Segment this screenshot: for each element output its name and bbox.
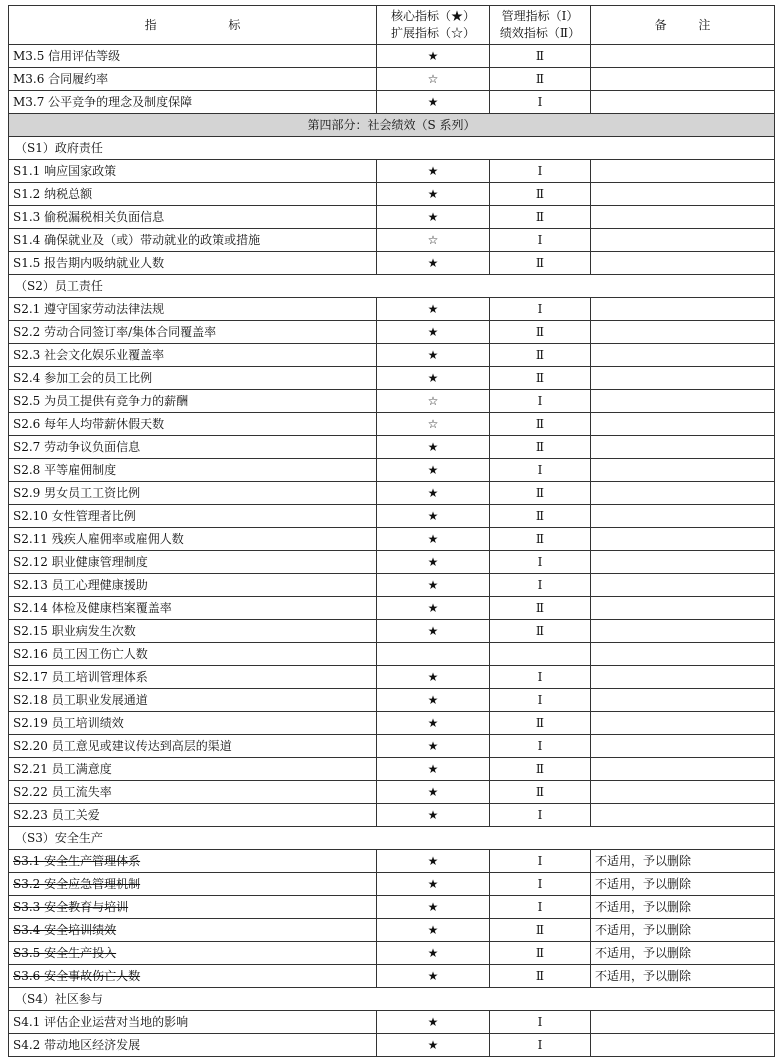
- management-performance-cell: Ⅱ: [490, 252, 591, 275]
- management-performance-cell: Ⅰ: [490, 390, 591, 413]
- table-row: [9, 735, 775, 758]
- core-extended-cell: ★: [377, 919, 490, 942]
- management-performance-cell: Ⅰ: [490, 850, 591, 873]
- table-row: [9, 436, 775, 459]
- indicator-name-cell: S3.5 安全生产投入: [9, 942, 377, 965]
- note-cell: [591, 413, 775, 436]
- header-indicator: 指 标: [9, 6, 377, 45]
- core-extended-cell: ★: [377, 942, 490, 965]
- table-row: [9, 482, 775, 505]
- core-extended-cell: ★: [377, 735, 490, 758]
- indicator-name-cell: S2.6 每年人均带薪休假天数: [9, 413, 377, 436]
- core-extended-cell: ★: [377, 850, 490, 873]
- note-cell: [591, 712, 775, 735]
- table-row: [9, 551, 775, 574]
- table-row: [9, 45, 775, 68]
- header-note: 备 注: [591, 6, 775, 45]
- table-row: [9, 390, 775, 413]
- indicator-name-cell: S1.3 偷税漏税相关负面信息: [9, 206, 377, 229]
- note-cell: 不适用，予以删除: [591, 873, 775, 896]
- table-row: [9, 689, 775, 712]
- management-performance-cell: Ⅰ: [490, 91, 591, 114]
- management-performance-cell: Ⅰ: [490, 229, 591, 252]
- core-extended-cell: ★: [377, 505, 490, 528]
- core-extended-cell: ★: [377, 1034, 490, 1057]
- core-extended-cell: ★: [377, 597, 490, 620]
- table-row: [9, 252, 775, 275]
- indicator-name-cell: S2.13 员工心理健康援助: [9, 574, 377, 597]
- management-performance-cell: Ⅰ: [490, 666, 591, 689]
- group-header-row: [9, 137, 775, 160]
- group-title: （S4）社区参与: [9, 988, 775, 1011]
- table-row: [9, 620, 775, 643]
- management-performance-cell: Ⅱ: [490, 482, 591, 505]
- note-cell: [591, 298, 775, 321]
- header-management-performance: [490, 6, 591, 45]
- management-performance-cell: Ⅱ: [490, 413, 591, 436]
- core-extended-cell: ★: [377, 482, 490, 505]
- header-core-line1: 核心指标（★）: [390, 9, 475, 23]
- core-extended-cell: ★: [377, 252, 490, 275]
- table-row: [9, 758, 775, 781]
- table-row: [9, 206, 775, 229]
- note-cell: 不适用，予以删除: [591, 919, 775, 942]
- note-cell: 不适用，予以删除: [591, 896, 775, 919]
- core-extended-cell: ★: [377, 896, 490, 919]
- table-row: [9, 850, 775, 873]
- table-row: [9, 942, 775, 965]
- indicator-name-cell: S2.17 员工培训管理体系: [9, 666, 377, 689]
- note-cell: [591, 505, 775, 528]
- core-extended-cell: ★: [377, 620, 490, 643]
- core-extended-cell: ☆: [377, 413, 490, 436]
- indicator-name-cell: S2.4 参加工会的员工比例: [9, 367, 377, 390]
- table-row: [9, 229, 775, 252]
- indicator-name-cell: S3.2 安全应急管理机制: [9, 873, 377, 896]
- table-row: [9, 68, 775, 91]
- management-performance-cell: Ⅰ: [490, 804, 591, 827]
- management-performance-cell: Ⅱ: [490, 206, 591, 229]
- core-extended-cell: ★: [377, 91, 490, 114]
- indicator-name-cell: S2.19 员工培训绩效: [9, 712, 377, 735]
- header-core-extended: [377, 6, 490, 45]
- indicator-name-cell: S2.21 员工满意度: [9, 758, 377, 781]
- management-performance-cell: Ⅱ: [490, 965, 591, 988]
- note-cell: [591, 574, 775, 597]
- management-performance-cell: Ⅰ: [490, 160, 591, 183]
- core-extended-cell: ★: [377, 160, 490, 183]
- indicator-name-cell: S2.18 员工职业发展通道: [9, 689, 377, 712]
- table-row: [9, 666, 775, 689]
- indicator-name-cell: S2.2 劳动合同签订率/集体合同覆盖率: [9, 321, 377, 344]
- management-performance-cell: Ⅱ: [490, 758, 591, 781]
- management-performance-cell: Ⅱ: [490, 68, 591, 91]
- management-performance-cell: Ⅰ: [490, 298, 591, 321]
- core-extended-cell: ★: [377, 45, 490, 68]
- group-title: （S3）安全生产: [9, 827, 775, 850]
- group-header-row: [9, 827, 775, 850]
- note-cell: [591, 252, 775, 275]
- table-header-row: [9, 6, 775, 45]
- table-row: [9, 344, 775, 367]
- note-cell: [591, 229, 775, 252]
- management-performance-cell: Ⅱ: [490, 528, 591, 551]
- management-performance-cell: Ⅰ: [490, 551, 591, 574]
- core-extended-cell: ★: [377, 436, 490, 459]
- note-cell: [591, 1011, 775, 1034]
- management-performance-cell: Ⅱ: [490, 781, 591, 804]
- indicator-name-cell: S2.22 员工流失率: [9, 781, 377, 804]
- indicator-name-cell: S2.8 平等雇佣制度: [9, 459, 377, 482]
- note-cell: [591, 436, 775, 459]
- management-performance-cell: Ⅱ: [490, 597, 591, 620]
- indicator-name-cell: S3.1 安全生产管理体系: [9, 850, 377, 873]
- core-extended-cell: ★: [377, 873, 490, 896]
- indicator-name-cell: S2.14 体检及健康档案覆盖率: [9, 597, 377, 620]
- management-performance-cell: Ⅱ: [490, 620, 591, 643]
- note-cell: [591, 620, 775, 643]
- core-extended-cell: ☆: [377, 68, 490, 91]
- table-row: [9, 597, 775, 620]
- section-header-row: [9, 114, 775, 137]
- indicator-name-cell: S2.1 遵守国家劳动法律法规: [9, 298, 377, 321]
- table-row: [9, 183, 775, 206]
- indicator-name-cell: S2.12 职业健康管理制度: [9, 551, 377, 574]
- table-row: [9, 1011, 775, 1034]
- management-performance-cell: Ⅱ: [490, 919, 591, 942]
- indicator-name-cell: S2.7 劳动争议负面信息: [9, 436, 377, 459]
- management-performance-cell: Ⅱ: [490, 942, 591, 965]
- core-extended-cell: ★: [377, 206, 490, 229]
- table-row: [9, 298, 775, 321]
- note-cell: [591, 91, 775, 114]
- management-performance-cell: Ⅱ: [490, 505, 591, 528]
- table-row: [9, 459, 775, 482]
- indicator-name-cell: S2.16 员工因工伤亡人数: [9, 643, 377, 666]
- indicator-name-cell: S2.3 社会文化娱乐业覆盖率: [9, 344, 377, 367]
- management-performance-cell: Ⅱ: [490, 321, 591, 344]
- table-row: [9, 919, 775, 942]
- management-performance-cell: Ⅰ: [490, 735, 591, 758]
- table-row: [9, 160, 775, 183]
- table-row: [9, 413, 775, 436]
- indicator-name-cell: S1.4 确保就业及（或）带动就业的政策或措施: [9, 229, 377, 252]
- table-row: [9, 965, 775, 988]
- management-performance-cell: Ⅰ: [490, 1011, 591, 1034]
- indicator-name-cell: M3.5 信用评估等级: [9, 45, 377, 68]
- header-core-line2: 扩展指标（☆）: [390, 26, 475, 40]
- table-row: [9, 712, 775, 735]
- management-performance-cell: Ⅱ: [490, 45, 591, 68]
- table-row: [9, 91, 775, 114]
- header-mgmt-line1: 管理指标（Ⅰ）: [501, 9, 579, 23]
- table-row: [9, 643, 775, 666]
- core-extended-cell: ★: [377, 528, 490, 551]
- note-cell: [591, 666, 775, 689]
- core-extended-cell: [377, 643, 490, 666]
- indicator-name-cell: M3.6 合同履约率: [9, 68, 377, 91]
- core-extended-cell: ★: [377, 712, 490, 735]
- group-header-row: [9, 988, 775, 1011]
- core-extended-cell: ☆: [377, 390, 490, 413]
- note-cell: [591, 45, 775, 68]
- note-cell: [591, 344, 775, 367]
- note-cell: [591, 528, 775, 551]
- core-extended-cell: ★: [377, 574, 490, 597]
- note-cell: [591, 551, 775, 574]
- table-row: [9, 505, 775, 528]
- indicator-name-cell: S3.4 安全培训绩效: [9, 919, 377, 942]
- table-row: [9, 574, 775, 597]
- group-header-row: [9, 275, 775, 298]
- table-row: [9, 896, 775, 919]
- core-extended-cell: ★: [377, 459, 490, 482]
- note-cell: [591, 321, 775, 344]
- core-extended-cell: ★: [377, 551, 490, 574]
- management-performance-cell: Ⅰ: [490, 574, 591, 597]
- note-cell: [591, 183, 775, 206]
- management-performance-cell: Ⅱ: [490, 183, 591, 206]
- note-cell: 不适用，予以删除: [591, 850, 775, 873]
- table-row: [9, 367, 775, 390]
- table-row: [9, 804, 775, 827]
- table-row: [9, 873, 775, 896]
- note-cell: [591, 643, 775, 666]
- note-cell: [591, 735, 775, 758]
- note-cell: [591, 689, 775, 712]
- management-performance-cell: Ⅰ: [490, 459, 591, 482]
- management-performance-cell: Ⅱ: [490, 436, 591, 459]
- note-cell: [591, 390, 775, 413]
- management-performance-cell: Ⅰ: [490, 689, 591, 712]
- core-extended-cell: ★: [377, 804, 490, 827]
- group-title: （S2）员工责任: [9, 275, 775, 298]
- note-cell: 不适用，予以删除: [591, 942, 775, 965]
- core-extended-cell: ★: [377, 321, 490, 344]
- indicator-name-cell: S1.1 响应国家政策: [9, 160, 377, 183]
- table-row: [9, 1034, 775, 1057]
- note-cell: [591, 597, 775, 620]
- indicator-name-cell: S2.5 为员工提供有竞争力的薪酬: [9, 390, 377, 413]
- indicator-name-cell: S4.1 评估企业运营对当地的影响: [9, 1011, 377, 1034]
- core-extended-cell: ★: [377, 1011, 490, 1034]
- note-cell: [591, 781, 775, 804]
- core-extended-cell: ★: [377, 344, 490, 367]
- note-cell: [591, 758, 775, 781]
- note-cell: [591, 1034, 775, 1057]
- core-extended-cell: ★: [377, 781, 490, 804]
- indicator-name-cell: S2.9 男女员工工资比例: [9, 482, 377, 505]
- note-cell: [591, 160, 775, 183]
- header-mgmt-line2: 绩效指标（Ⅱ）: [499, 26, 581, 40]
- indicator-name-cell: S1.5 报告期内吸纳就业人数: [9, 252, 377, 275]
- section-title: 第四部分：社会绩效（S 系列）: [9, 114, 775, 137]
- management-performance-cell: Ⅰ: [490, 896, 591, 919]
- core-extended-cell: ★: [377, 758, 490, 781]
- indicator-name-cell: S2.20 员工意见或建议传达到高层的渠道: [9, 735, 377, 758]
- indicator-name-cell: S2.15 职业病发生次数: [9, 620, 377, 643]
- core-extended-cell: ★: [377, 965, 490, 988]
- note-cell: [591, 206, 775, 229]
- indicator-name-cell: S2.10 女性管理者比例: [9, 505, 377, 528]
- indicator-name-cell: S2.11 残疾人雇佣率或雇佣人数: [9, 528, 377, 551]
- indicator-name-cell: S3.6 安全事故伤亡人数: [9, 965, 377, 988]
- core-extended-cell: ★: [377, 367, 490, 390]
- management-performance-cell: Ⅰ: [490, 1034, 591, 1057]
- core-extended-cell: ★: [377, 298, 490, 321]
- note-cell: 不适用，予以删除: [591, 965, 775, 988]
- management-performance-cell: [490, 643, 591, 666]
- note-cell: [591, 68, 775, 91]
- indicator-table: [8, 5, 775, 1057]
- indicator-name-cell: S1.2 纳税总额: [9, 183, 377, 206]
- note-cell: [591, 459, 775, 482]
- management-performance-cell: Ⅱ: [490, 712, 591, 735]
- management-performance-cell: Ⅰ: [490, 873, 591, 896]
- management-performance-cell: Ⅱ: [490, 344, 591, 367]
- indicator-name-cell: S3.3 安全教育与培训: [9, 896, 377, 919]
- core-extended-cell: ★: [377, 666, 490, 689]
- core-extended-cell: ★: [377, 689, 490, 712]
- indicator-name-cell: S4.2 带动地区经济发展: [9, 1034, 377, 1057]
- group-title: （S1）政府责任: [9, 137, 775, 160]
- core-extended-cell: ☆: [377, 229, 490, 252]
- note-cell: [591, 367, 775, 390]
- indicator-name-cell: S2.23 员工关爱: [9, 804, 377, 827]
- note-cell: [591, 804, 775, 827]
- table-row: [9, 781, 775, 804]
- note-cell: [591, 482, 775, 505]
- table-row: [9, 528, 775, 551]
- management-performance-cell: Ⅱ: [490, 367, 591, 390]
- table-row: [9, 321, 775, 344]
- core-extended-cell: ★: [377, 183, 490, 206]
- indicator-name-cell: M3.7 公平竞争的理念及制度保障: [9, 91, 377, 114]
